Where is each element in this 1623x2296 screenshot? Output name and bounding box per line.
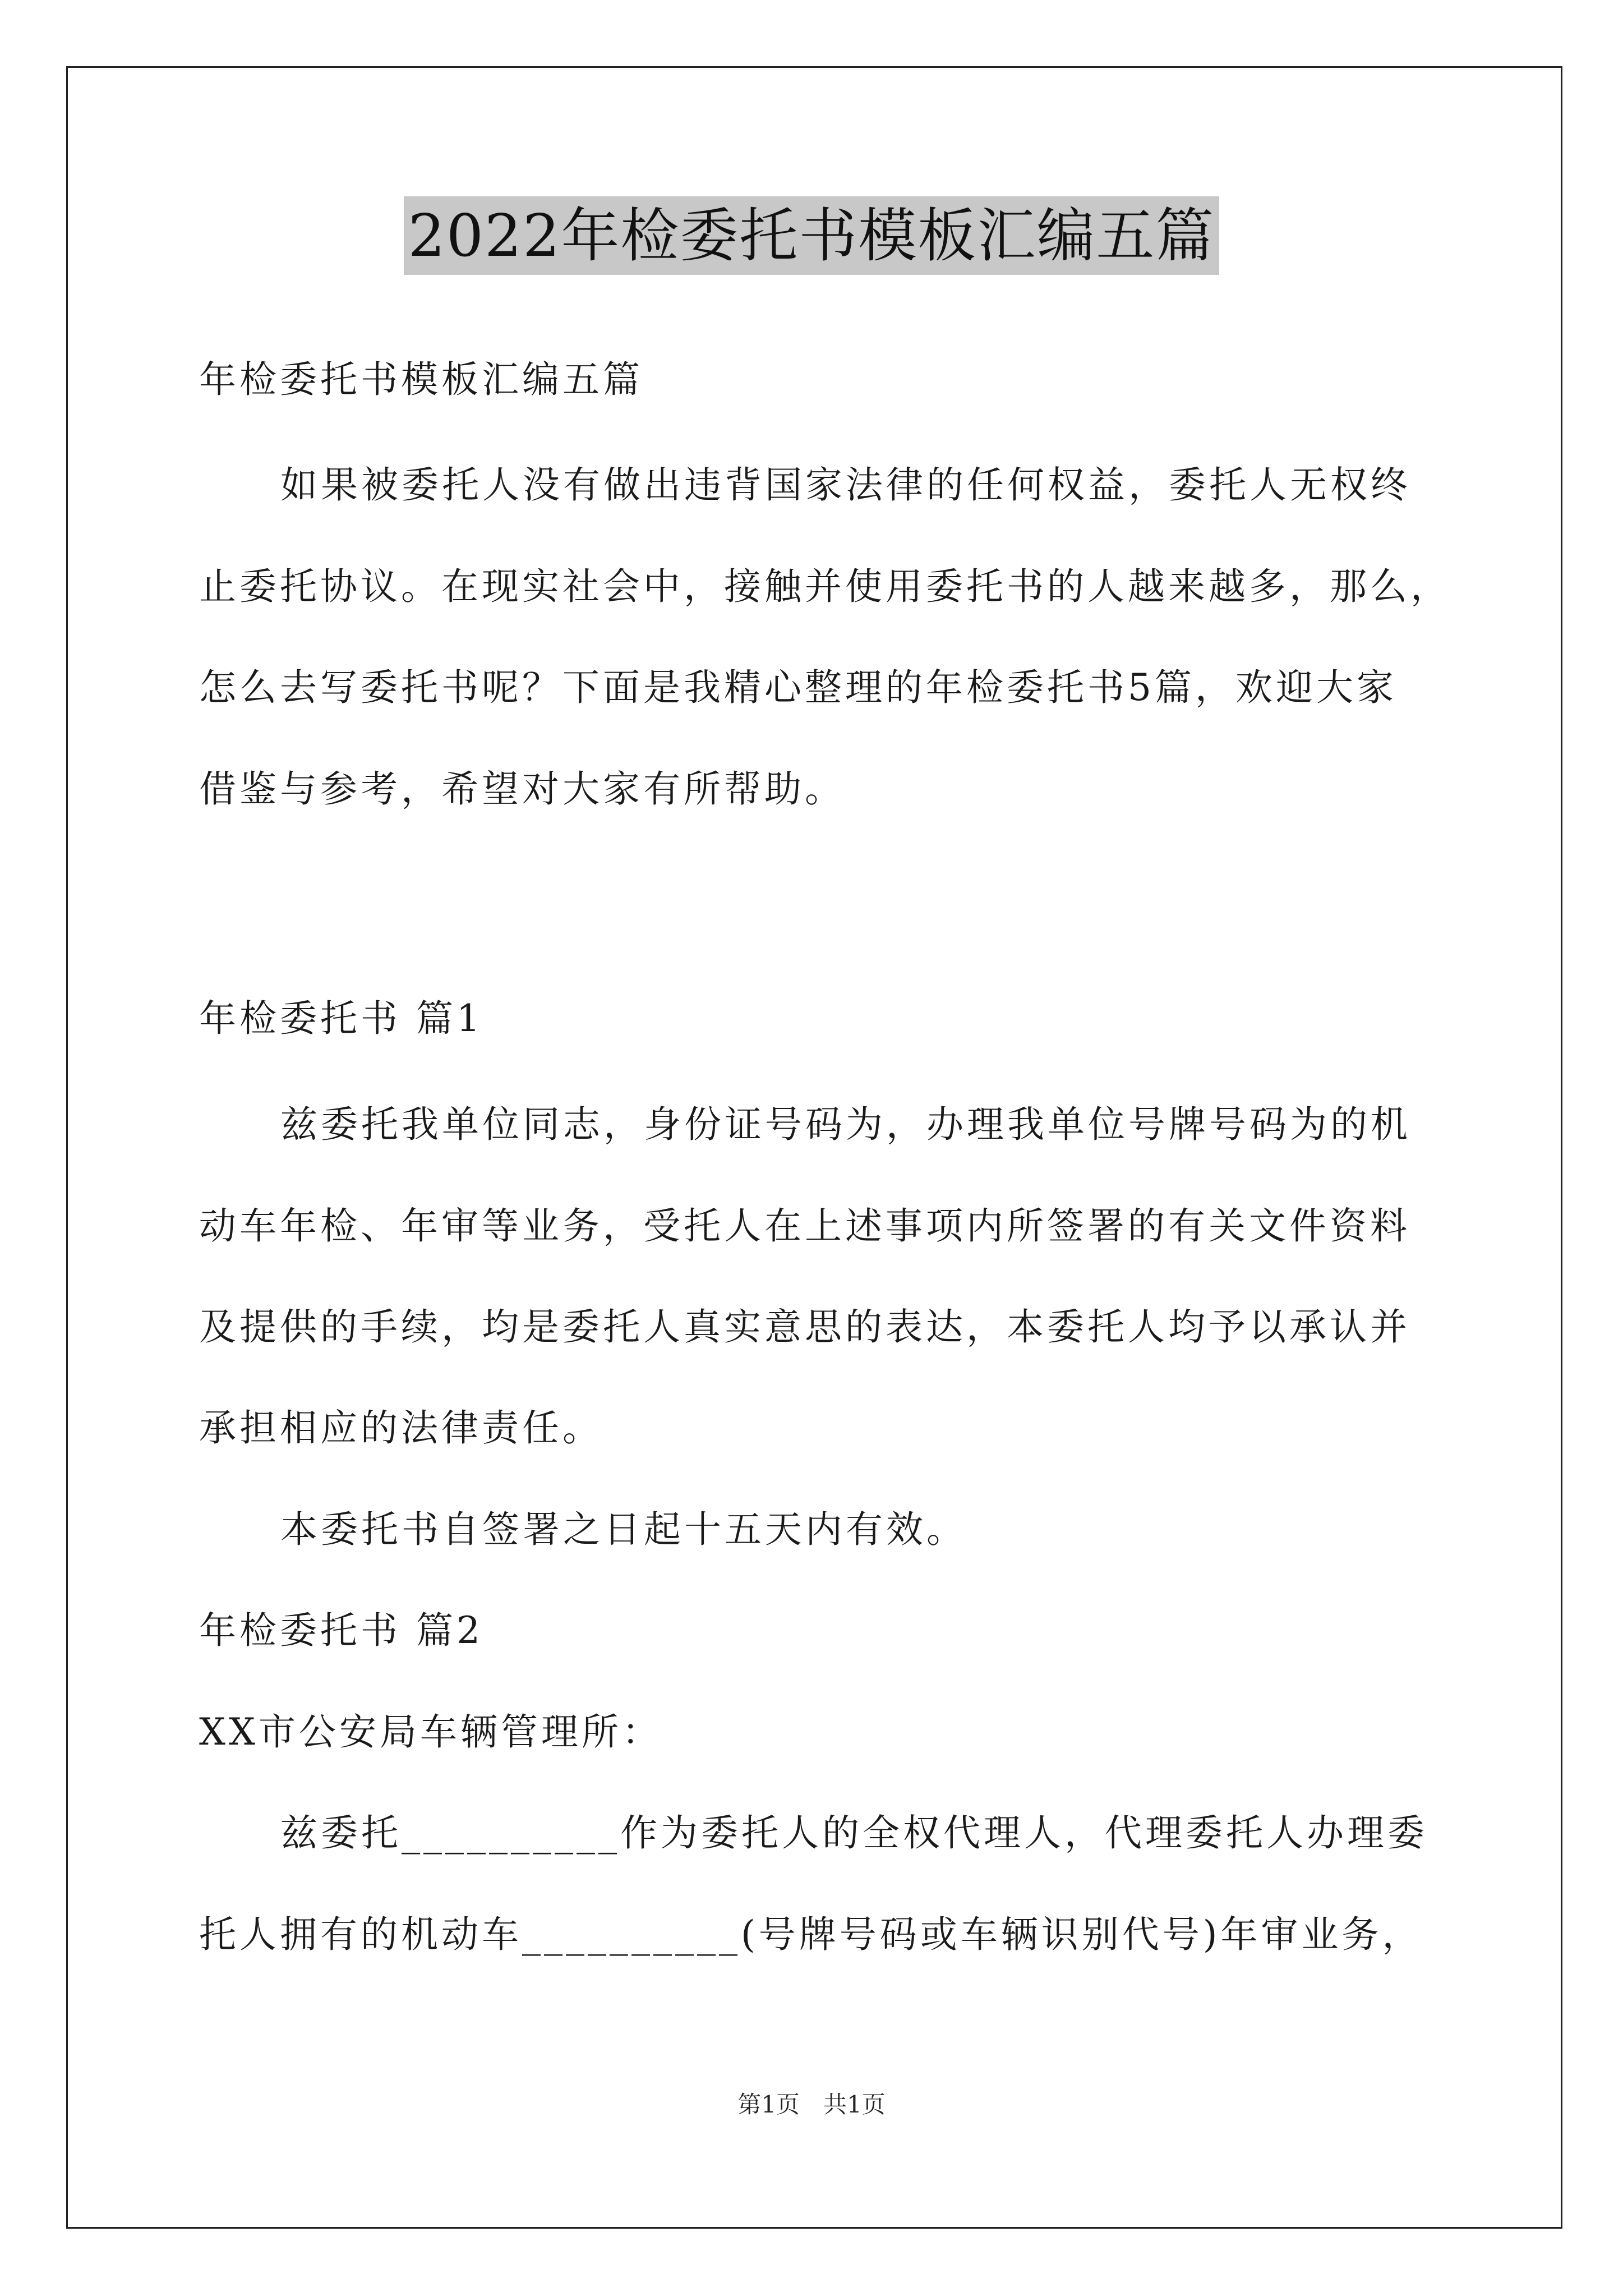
section1-line-4: 承担相应的法律责任。 bbox=[199, 1406, 603, 1450]
section1-line-1: 兹委托我单位同志，身份证号码为，办理我单位号牌号码为的机 bbox=[280, 1103, 1411, 1146]
section1-line-3: 及提供的手续，均是委托人真实意思的表达，本委托人均予以承认并 bbox=[199, 1305, 1410, 1349]
title-container bbox=[0, 196, 1623, 275]
section1-line-2: 动车年检、年审等业务，受托人在上述事项内所签署的有关文件资料 bbox=[199, 1204, 1410, 1248]
section2-addressee: XX市公安局车辆管理所： bbox=[199, 1710, 662, 1754]
section2-line-1: 兹委托__________作为委托人的全权代理人，代理委托人办理委 bbox=[280, 1811, 1428, 1855]
section-heading-1: 年检委托书 篇1 bbox=[199, 997, 483, 1040]
page-title: 2022年检委托书模板汇编五篇 bbox=[404, 196, 1220, 275]
section2-line-2: 托人拥有的机动车__________(号牌号码或车辆识别代号)年审业务， bbox=[199, 1913, 1423, 1956]
intro-line-2: 止委托协议。在现实社会中，接触并使用委托书的人越来越多，那么， bbox=[199, 565, 1451, 608]
section-heading-2: 年检委托书 篇2 bbox=[199, 1609, 483, 1652]
intro-line-3: 怎么去写委托书呢？下面是我精心整理的年检委托书5篇，欢迎大家 bbox=[199, 666, 1397, 709]
subtitle-line: 年检委托书模板汇编五篇 bbox=[199, 358, 643, 401]
page-footer: 第1页 共1页 bbox=[737, 2091, 886, 2118]
intro-line-4: 借鉴与参考，希望对大家有所帮助。 bbox=[199, 767, 845, 811]
section1-validity-line: 本委托书自签署之日起十五天内有效。 bbox=[280, 1508, 967, 1551]
intro-line-1: 如果被委托人没有做出违背国家法律的任何权益，委托人无权终 bbox=[280, 463, 1411, 507]
